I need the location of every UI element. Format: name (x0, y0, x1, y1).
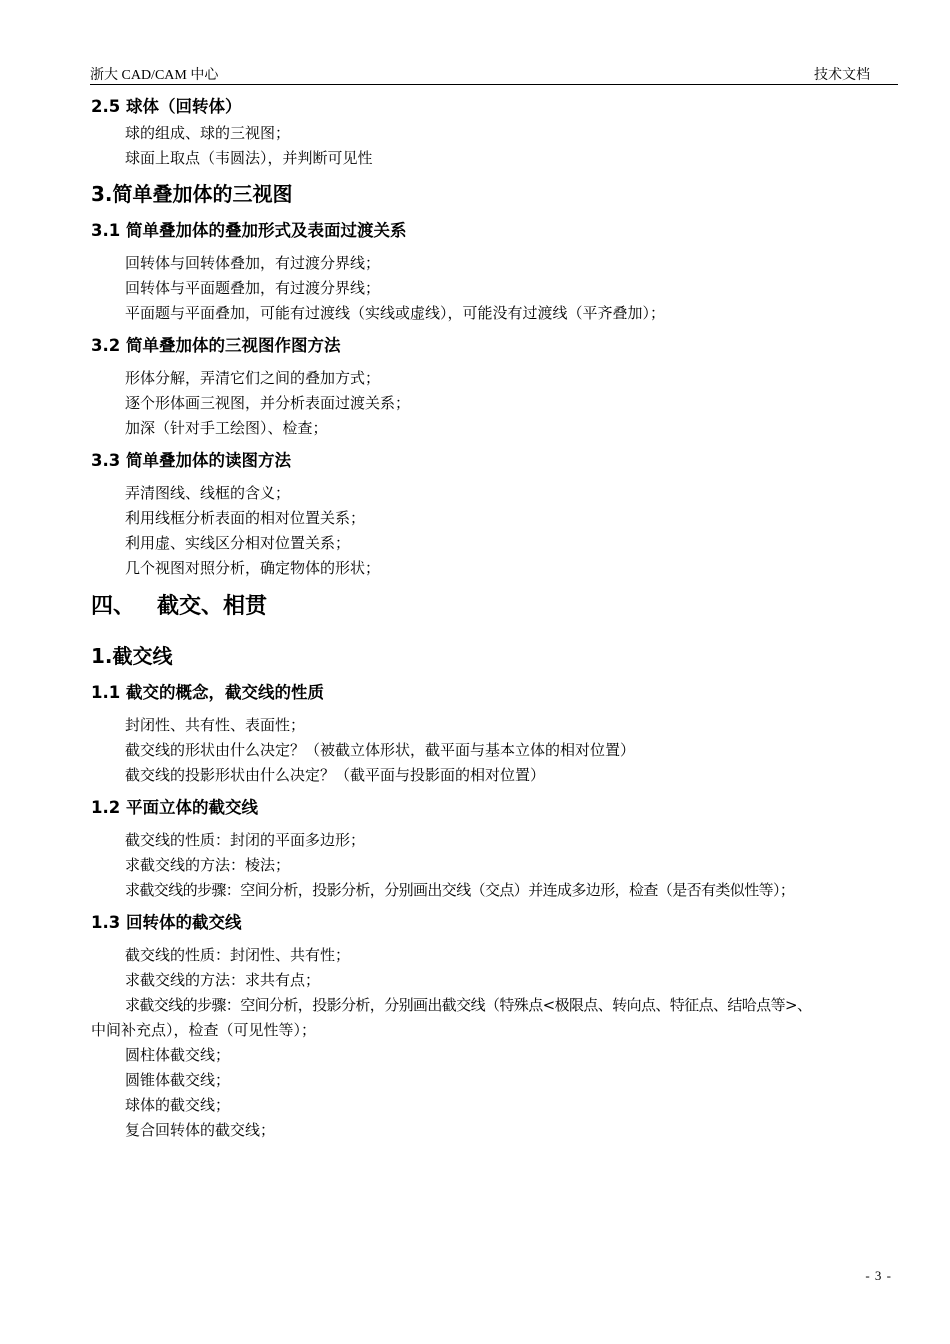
paragraph: 圆锥体截交线； (125, 1071, 231, 1089)
paragraph: 弄清图线、线框的含义； (125, 484, 291, 502)
paragraph: 求截交线的步骤：空间分析，投影分析，分别画出截交线（特殊点<极限点、转向点、特征点、结哈点等>、 (125, 996, 812, 1014)
paragraph: 加深（针对手工绘图）、检查； (125, 419, 328, 437)
paragraph: 球的组成、球的三视图； (125, 124, 291, 142)
header-org: 浙大 CAD/CAM 中心 (90, 68, 219, 83)
paragraph: 球体的截交线； (125, 1096, 231, 1114)
paragraph: 利用线框分析表面的相对位置关系； (125, 509, 366, 527)
heading-1-1: 1.1 截交的概念，截交线的性质 (91, 683, 324, 702)
heading-1-3: 1.3 回转体的截交线 (91, 913, 242, 932)
heading-3-2: 3.2 简单叠加体的三视图作图方法 (91, 336, 341, 355)
heading-3: 3.简单叠加体的三视图 (91, 182, 293, 206)
paragraph: 求截交线的步骤：空间分析，投影分析，分别画出交线（交点）并连成多边形，检查（是否有类似性等）； (125, 881, 795, 899)
paragraph: 球面上取点（韦圆法），并判断可见性 (125, 149, 373, 167)
paragraph: 截交线的投影形状由什么决定？（截平面与投影面的相对位置） (125, 766, 546, 784)
paragraph: 回转体与平面题叠加，有过渡分界线； (125, 279, 381, 297)
paragraph: 复合回转体的截交线； (125, 1121, 276, 1139)
paragraph: 平面题与平面叠加，可能有过渡线（实线或虚线），可能没有过渡线（平齐叠加）； (125, 304, 666, 322)
paragraph: 几个视图对照分析，确定物体的形状； (125, 559, 381, 577)
paragraph: 求截交线的方法：求共有点； (125, 971, 321, 989)
heading-2-5: 2.5 球体（回转体） (91, 97, 242, 116)
heading-3-1: 3.1 简单叠加体的叠加形式及表面过渡关系 (91, 221, 407, 240)
page-content (91, 93, 901, 1143)
paragraph: 逐个形体画三视图，并分析表面过渡关系； (125, 394, 411, 412)
paragraph-continuation: 中间补充点），检查（可见性等）； (91, 1021, 317, 1039)
page-header (90, 62, 898, 85)
paragraph: 截交线的形状由什么决定？（被截立体形状，截平面与基本立体的相对位置） (125, 741, 636, 759)
paragraph: 回转体与回转体叠加，有过渡分界线； (125, 254, 381, 272)
heading-1-2: 1.2 平面立体的截交线 (91, 798, 258, 817)
heading-1: 1.截交线 (91, 644, 173, 668)
heading-3-3: 3.3 简单叠加体的读图方法 (91, 451, 291, 470)
header-doc-type: 技术文档 (814, 68, 870, 83)
page-number: - 3 - (865, 1268, 892, 1283)
chapter-heading (91, 587, 901, 627)
paragraph: 封闭性、共有性、表面性； (125, 716, 306, 734)
paragraph: 利用虚、实线区分相对位置关系； (125, 534, 351, 552)
paragraph: 求截交线的方法：棱法； (125, 856, 291, 874)
paragraph: 截交线的性质：封闭性、共有性； (125, 946, 351, 964)
paragraph: 形体分解，弄清它们之间的叠加方式； (125, 369, 381, 387)
chapter-title: 截交、相贯 (157, 594, 268, 619)
paragraph: 圆柱体截交线； (125, 1046, 231, 1064)
chapter-number: 四、 (91, 594, 136, 619)
paragraph: 截交线的性质：封闭的平面多边形； (125, 831, 366, 849)
